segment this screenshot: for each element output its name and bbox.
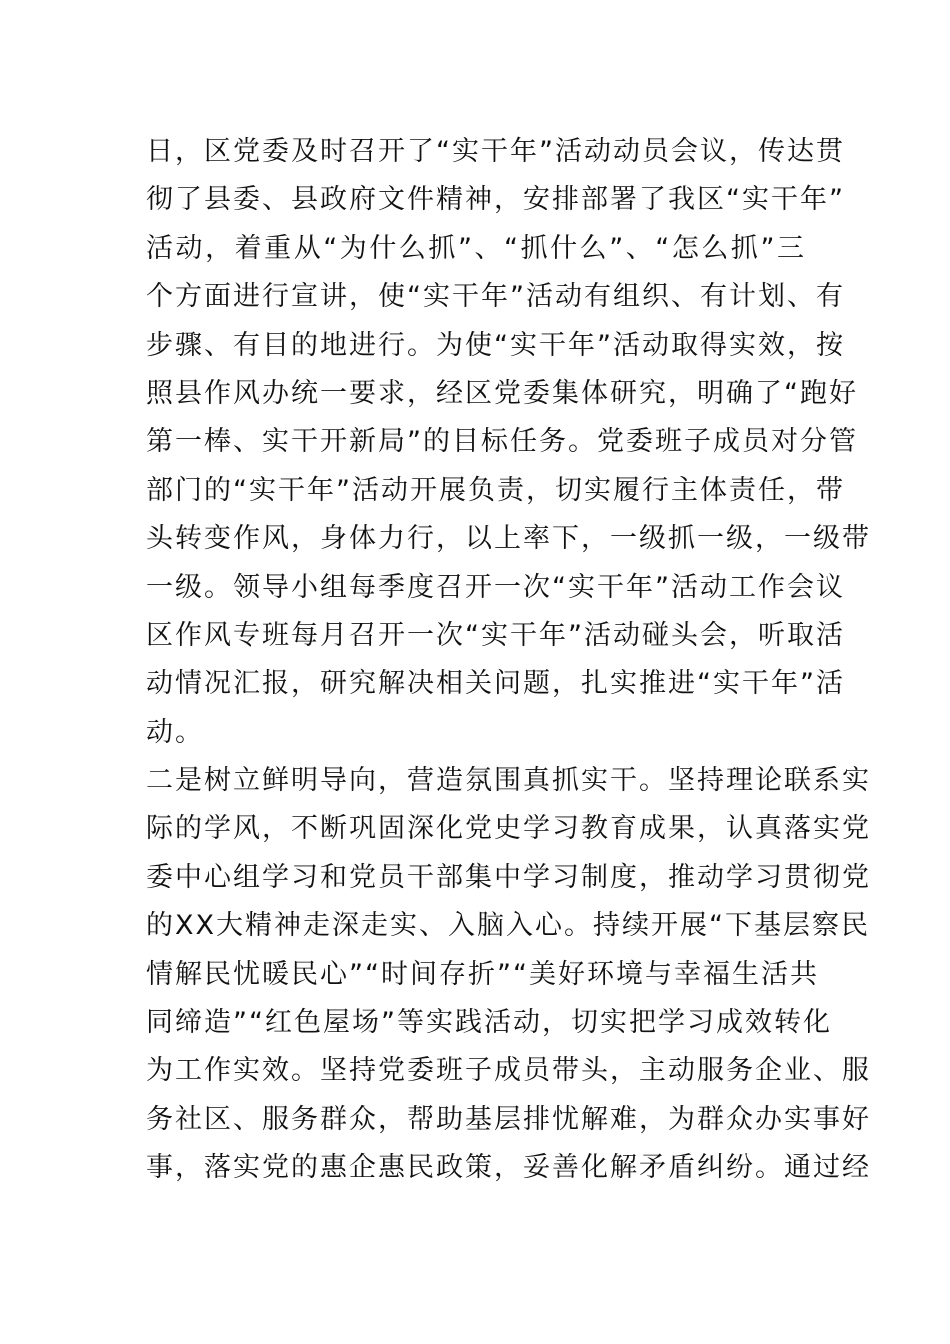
text-line: 区作风专班每月召开一次“实干年”活动碰头会，听取活 bbox=[146, 619, 845, 651]
text-line: 一级。领导小组每季度召开一次“实干年”活动工作会议 bbox=[146, 571, 845, 603]
text-line: 照县作风办统一要求，经区党委集体研究，明确了“跑好 bbox=[146, 377, 858, 409]
paragraph-2 bbox=[146, 757, 871, 1193]
text-line: 事，落实党的惠企惠民政策，妥善化解矛盾纠纷。通过经 bbox=[146, 1152, 871, 1184]
text-line: 动。 bbox=[146, 716, 204, 748]
text-line: 彻了县委、县政府文件精神，安排部署了我区“实干年” bbox=[146, 184, 845, 216]
text-line: 动情况汇报，研究解决相关问题，扎实推进“实干年”活 bbox=[146, 668, 845, 700]
text-line: 为工作实效。坚持党委班子成员带头，主动服务企业、服 bbox=[146, 1055, 871, 1087]
text-line: 二是树立鲜明导向，营造氛围真抓实干。坚持理论联系实 bbox=[146, 765, 871, 796]
text-line: 步骤、有目的地进行。为使“实干年”活动取得实效，按 bbox=[146, 329, 845, 361]
text-line: 情解民忧暖民心”“时间存折”“美好环境与幸福生活共 bbox=[146, 958, 819, 990]
text-line: 际的学风，不断巩固深化党史学习教育成果，认真落实党 bbox=[146, 813, 871, 845]
text-line: 活动，着重从“为什么抓”、“抓什么”、“怎么抓”三 bbox=[146, 232, 806, 264]
text-line: 务社区、服务群众，帮助基层排忧解难，为群众办实事好 bbox=[146, 1103, 871, 1135]
text-line: 的XX大精神走深走实、入脑入心。持续开展“下基层察民 bbox=[146, 910, 870, 942]
text-line: 头转变作风，身体力行，以上率下，一级抓一级，一级带 bbox=[146, 523, 871, 555]
text-line: 同缔造”“红色屋场”等实践活动，切实把学习成效转化 bbox=[146, 1006, 832, 1038]
paragraph-1 bbox=[146, 128, 871, 757]
text-line: 部门的“实干年”活动开展负责，切实履行主体责任，带 bbox=[146, 474, 845, 506]
text-line: 日，区党委及时召开了“实干年”活动动员会议，传达贯 bbox=[146, 136, 845, 167]
text-line: 个方面进行宣讲，使“实干年”活动有组织、有计划、有 bbox=[146, 281, 845, 313]
text-line: 第一棒、实干开新局”的目标任务。党委班子成员对分管 bbox=[146, 426, 858, 458]
text-line: 委中心组学习和党员干部集中学习制度，推动学习贯彻党 bbox=[146, 861, 871, 893]
